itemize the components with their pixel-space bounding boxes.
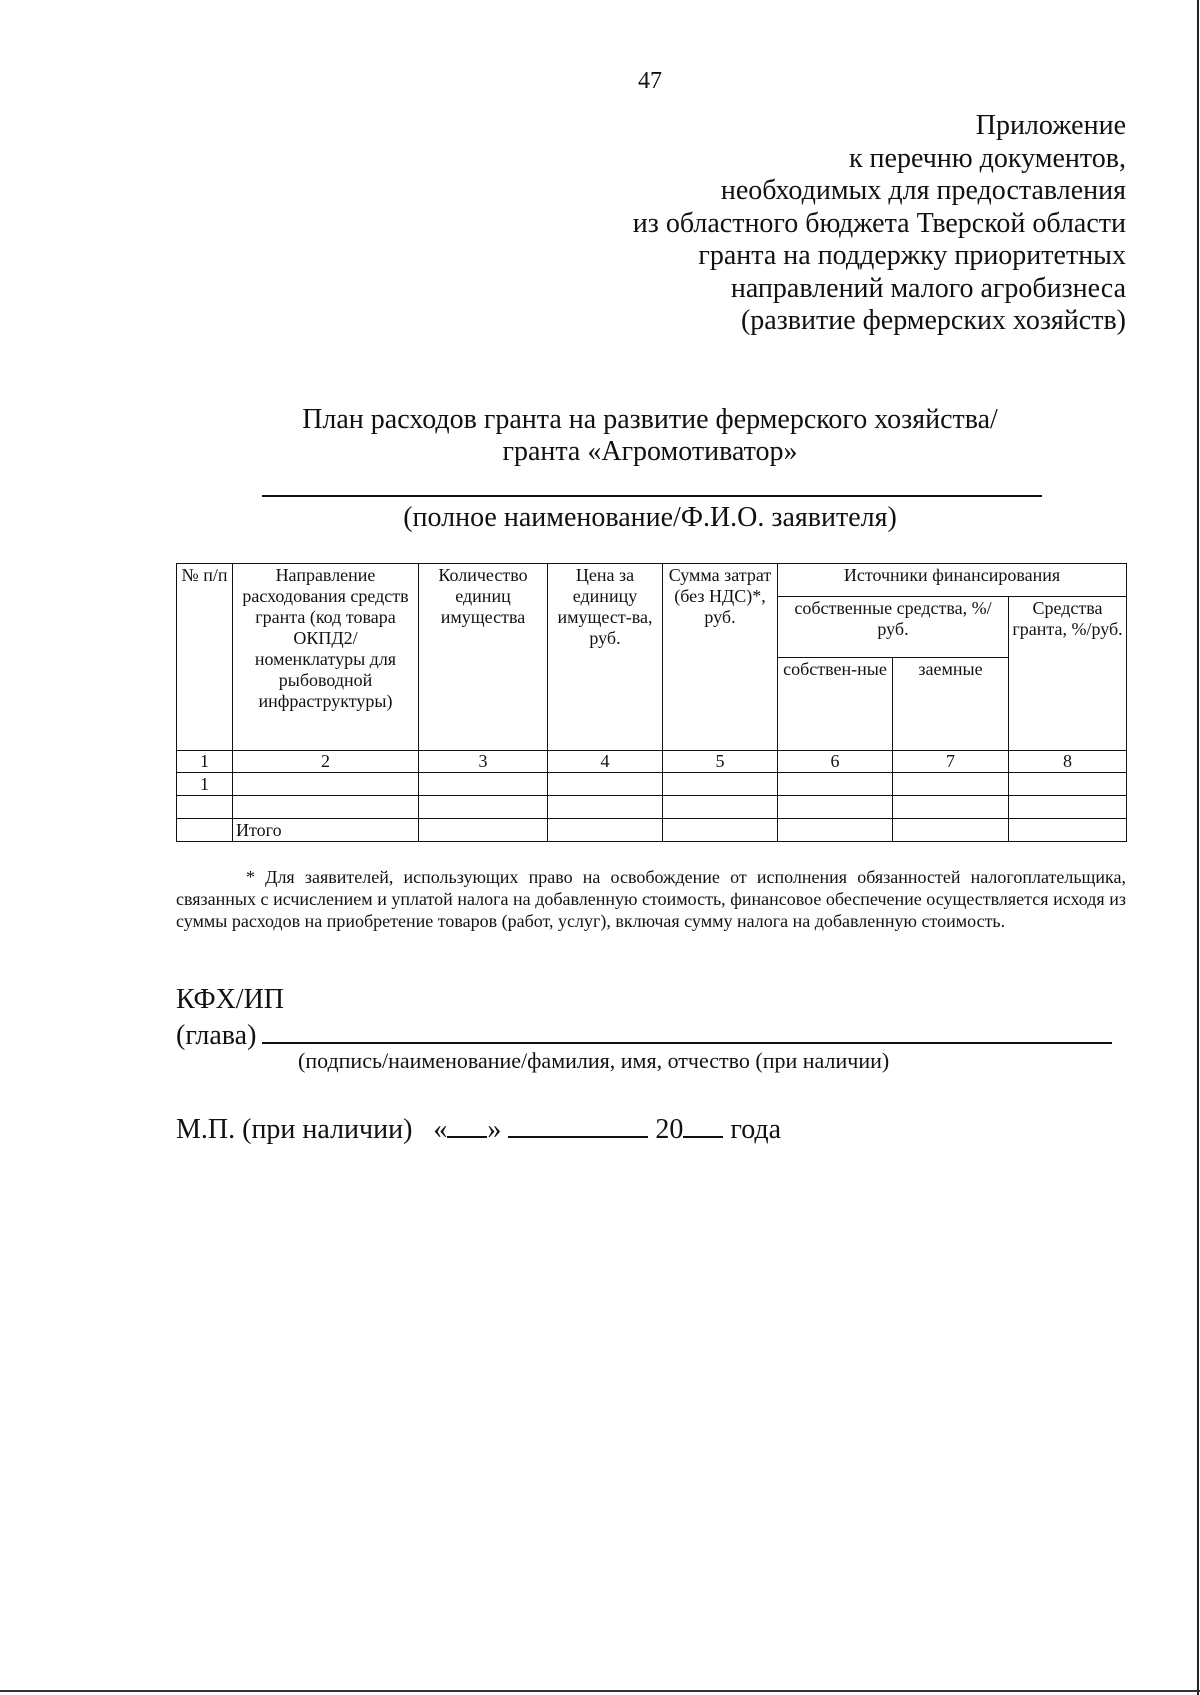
table-cell[interactable] [778,773,893,796]
page-number: 47 [638,68,662,94]
table-cell[interactable] [1009,773,1127,796]
column-number: 8 [1009,751,1127,773]
appendix-line: необходимых для предоставления [720,175,1126,206]
appendix-line: (развитие фермерских хозяйств) [740,305,1126,336]
stamp-date-line [176,1110,781,1146]
title-line: План расходов гранта на развитие фермерского хозяйства/ [302,404,998,435]
appendix-line: направлений малого агробизнеса [730,272,1126,304]
vat-footnote [176,866,1126,932]
header-num: № п/п [177,564,233,751]
month-field[interactable] [508,1110,648,1138]
applicant-name-field[interactable] [262,495,1042,497]
table-cell[interactable] [419,773,548,796]
header-borrowed: заемные [893,658,1009,751]
appendix-block [633,110,1126,338]
appendix-line: из областного бюджета Тверской области [632,207,1126,239]
column-number: 5 [663,751,778,773]
header-quantity: Количество единиц имущества [419,564,548,751]
table-cell[interactable] [548,819,663,842]
table-cell[interactable] [778,819,893,842]
appendix-line: к перечню документов, [848,142,1126,174]
table-cell[interactable] [233,773,419,796]
header-sources: Источники финансирования [778,564,1127,597]
table-cell[interactable] [663,796,778,819]
day-field[interactable] [447,1110,487,1138]
table-cell[interactable] [177,819,233,842]
header-own-funds: собственные средства, %/руб. [778,597,1009,658]
year-field[interactable] [683,1110,723,1138]
open-quote: « [433,1114,448,1145]
table-row [177,796,1127,819]
kfh-label: КФХ/ИП [176,984,285,1015]
table-cell[interactable] [1009,819,1127,842]
column-number: 1 [177,751,233,773]
page-edge [0,1690,1200,1692]
table-cell[interactable] [663,819,778,842]
table-cell[interactable] [419,819,548,842]
column-number: 3 [419,751,548,773]
table-cell[interactable] [233,796,419,819]
title-line: гранта «Агромотиватор» [502,436,798,467]
table-cell[interactable] [177,796,233,819]
table-cell[interactable] [663,773,778,796]
row-number: 1 [177,773,233,796]
applicant-caption: (полное наименование/Ф.И.О. заявителя) [403,502,897,533]
expense-plan-table [176,563,1127,842]
signature-caption: (подпись/наименование/фамилия, имя, отчество (при наличии) [298,1048,890,1073]
table-cell[interactable] [778,796,893,819]
total-row [177,819,1127,842]
table-cell[interactable] [548,796,663,819]
table-cell[interactable] [1009,796,1127,819]
appendix-line: Приложение [975,110,1126,141]
table-cell[interactable] [893,796,1009,819]
close-quote: » [487,1114,502,1145]
document-title [0,404,1200,468]
table-cell[interactable] [419,796,548,819]
table-cell[interactable] [893,819,1009,842]
table-cell[interactable] [548,773,663,796]
signature-field[interactable] [262,1042,1112,1044]
total-label: Итого [233,819,419,842]
header-direction: Направление расходования средств гранта (код товара ОКПД2/ номенклатуры для рыбоводной инфраструктуры) [233,564,419,751]
header-sum: Сумма затрат (без НДС)*, руб. [663,564,778,751]
column-number: 4 [548,751,663,773]
appendix-line: гранта на поддержку приоритетных [698,240,1126,271]
stamp-label: М.П. (при наличии) [176,1114,413,1145]
table-cell[interactable] [893,773,1009,796]
footnote-text: * Для заявителей, использующих право на освобождение от исполнения обязанностей налогоплательщика, связанных с исчислением и уплатой налога на добавленную стоимость, финансовое обеспечение осуществляется исходя из суммы расходов на приобретение товаров (работ, услуг), включая сумму налога на добавленную стоимость. [176,867,1126,931]
header-grant-funds: Средства гранта, %/руб. [1009,597,1127,751]
column-number: 7 [893,751,1009,773]
head-label: (глава) [176,1020,257,1051]
table-row [177,773,1127,796]
column-number: 2 [233,751,419,773]
page-edge [1197,0,1199,1695]
header-price: Цена за единицу имущест-ва, руб. [548,564,663,751]
header-own: собствен-ные [778,658,893,751]
year-suffix: года [730,1114,782,1145]
year-prefix: 20 [655,1114,684,1145]
column-number: 6 [778,751,893,773]
